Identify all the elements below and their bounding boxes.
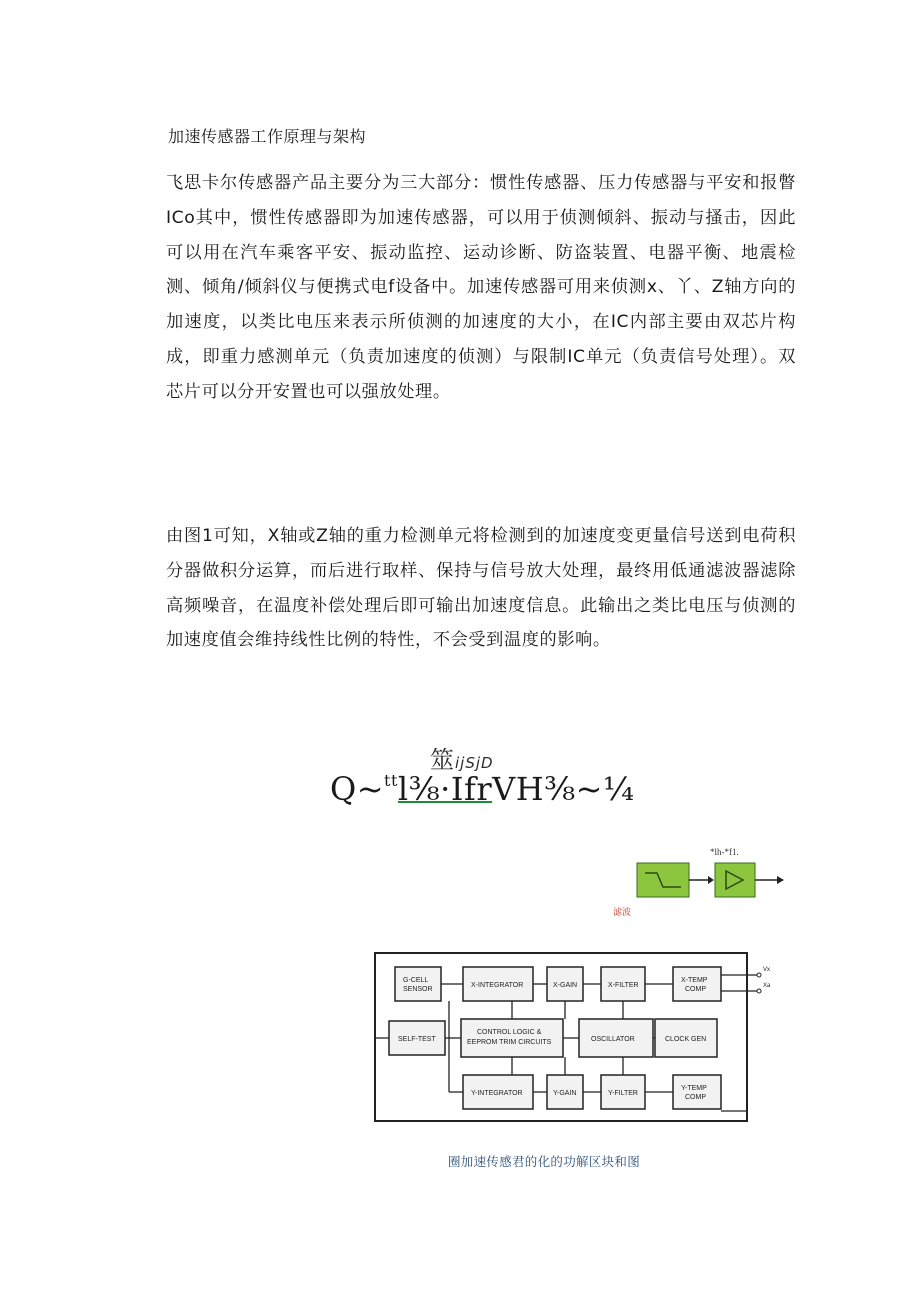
control-label-1: CONTROL LOGIC & (477, 1029, 542, 1036)
y-temp-label-1: Y-TEMP (681, 1085, 707, 1092)
artifact-underlined: l⅜·Ifr (397, 770, 493, 808)
artifact-sup: tt (384, 771, 398, 790)
y-integrator-label: Y-INTEGRATOR (471, 1090, 523, 1097)
output-z-label: Xa (763, 983, 771, 989)
clock-gen-label: CLOCK GEN (665, 1036, 707, 1043)
self-test-label: SELF-TEST (398, 1036, 436, 1043)
x-integrator-label: X-INTEGRATOR (471, 982, 524, 989)
x-temp-label-1: X-TEMP (681, 977, 708, 984)
document-title: 加速传感器工作原理与架构 (168, 127, 367, 146)
y-temp-label-2: COMP (685, 1094, 706, 1101)
y-filter-label: Y-FILTER (608, 1090, 638, 1097)
oscillator-label: OSCILLATOR (591, 1036, 635, 1043)
x-gain-label: X-GAIN (553, 982, 578, 989)
amplifier-block (715, 863, 755, 897)
figure-caption: 圈加速传感君的化的功解区块和图 (448, 1154, 641, 1169)
ocr-artifact-line-2 (330, 770, 634, 808)
x-temp-comp-block (673, 967, 721, 1001)
gcell-label-1: G-CELL (403, 977, 429, 984)
block-diagram (365, 835, 785, 1135)
paragraph-figure-description: 由图1可知，X轴或Z轴的重力检测单元将检测到的加速度变更量信号送到电荷积分器做积分运算，而后进行取样、保持与信号放大处理，最终用低通滤波器滤除高频噪音，在温度补偿处理后即可输出加速度信息。此输出之类比电压与侦测的加速度值会维持线性比例的特性，不会受到温度的影响。 (166, 526, 796, 651)
artifact-a: Q~ (330, 770, 385, 808)
control-label-2: EEPROM TRIM CIRCUITS (467, 1039, 552, 1046)
artifact-main: 筮 (430, 746, 455, 774)
paragraph-intro: 飞思卡尔传感器产品主要分为三大部分：惯性传感器、压力传感器与平安和报瞥ICo其中，惯性传感器即为加速传感器，可以用于侦测倾斜、振动与搔击，因此可以用在汽车乘客平安、振动监控、运动诊断、防盗装置、电器平衡、地震检测、倾角/倾斜仪与便携式电f设备中。加速传感器可用来侦测x、丫、Z轴方向的加速度，以类比电压来表示所侦测的加速度的大小，在IC内部主要由双芯片构成，即重力感测单元（负责加速度的侦测）与限制IC单元（负责信号处理）。双芯片可以分开安置也可以强放处理。 (166, 173, 796, 402)
top-label: *lh-*f1. (710, 847, 739, 857)
filter-label: 滤波 (613, 908, 632, 918)
x-filter-label: X-FILTER (608, 982, 639, 989)
artifact-b: VH⅜~¼ (492, 770, 635, 808)
x-temp-label-2: COMP (685, 986, 706, 993)
gcell-sensor-block (395, 967, 441, 1001)
y-temp-comp-block (673, 1075, 721, 1109)
gcell-label-2: SENSOR (403, 986, 433, 993)
output-x-label: Vx (763, 967, 771, 973)
control-logic-block (461, 1019, 563, 1057)
y-gain-label: Y-GAIN (553, 1090, 577, 1097)
artifact-small: ijSjD (455, 754, 494, 772)
filter-block (637, 863, 689, 897)
